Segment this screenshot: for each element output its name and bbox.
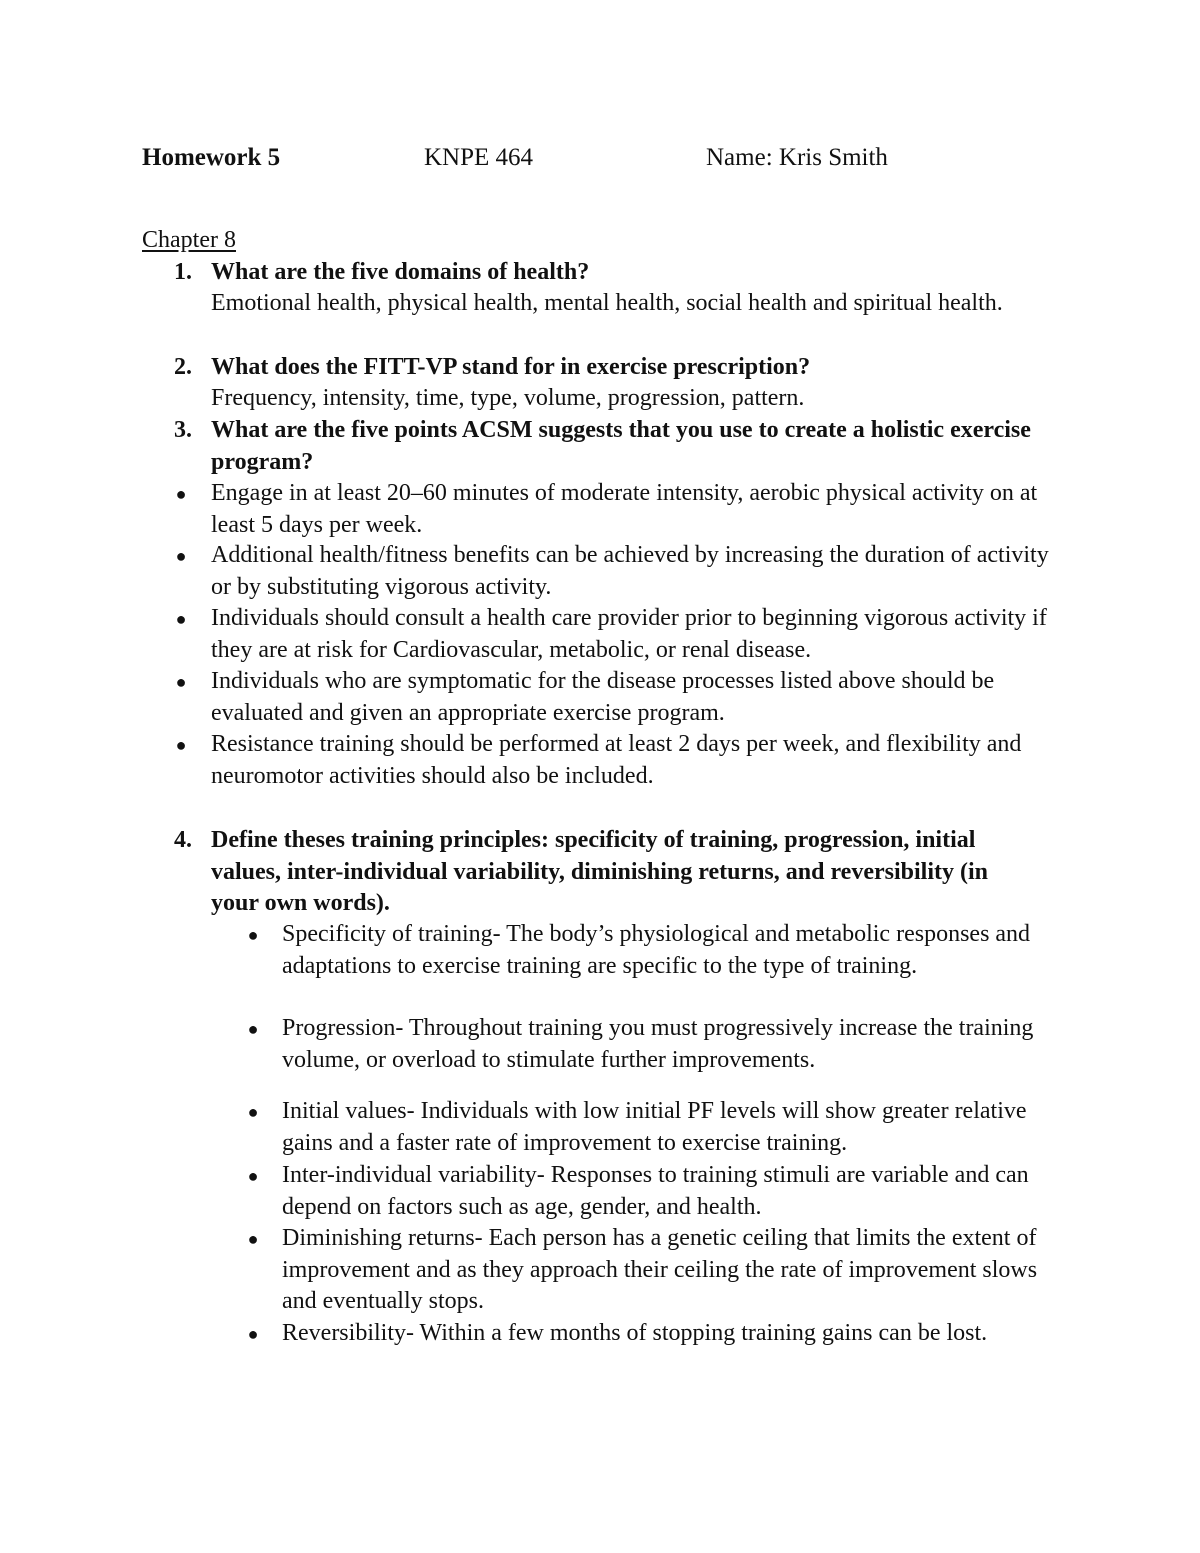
question-number: 2. (174, 354, 192, 380)
document-header (142, 142, 1042, 174)
list-item: Diminishing returns- Each person has a genetic ceiling that limits the extent of improvement and as they approach their ceiling the rate of improvement slows and eventually stops. (282, 1225, 1038, 1314)
list-item: Reversibility- Within a few months of stopping training gains can be lost. (282, 1320, 988, 1346)
bullet-icon: ● (247, 1102, 259, 1122)
list-item: Progression- Throughout training you must progressively increase the training volume, or overload to stimulate further improvements. (282, 1015, 1034, 1073)
bullet-icon: ● (247, 1166, 259, 1186)
bullet-icon: ● (247, 925, 259, 945)
chapter-heading: Chapter 8 (142, 227, 236, 253)
bullet-icon: ● (247, 1324, 259, 1344)
bullet-icon: ● (175, 546, 187, 566)
list-item: Individuals should consult a health care provider prior to beginning vigorous activity if they are at risk for Cardiovascular, metabolic, or renal disease. (211, 605, 1047, 663)
question-2: What does the FITT-VP stand for in exercise prescription? (211, 354, 811, 380)
bullet-icon: ● (175, 735, 187, 755)
bullet-icon: ● (175, 672, 187, 692)
bullet-icon: ● (175, 609, 187, 629)
bullet-icon: ● (247, 1229, 259, 1249)
question-number: 1. (174, 259, 192, 285)
bullet-icon: ● (175, 484, 187, 504)
answer-2: Frequency, intensity, time, type, volume, progression, pattern. (211, 385, 805, 411)
bullet-icon: ● (247, 1019, 259, 1039)
question-4: Define theses training principles: specificity of training, progression, initial values, inter-individual variability, diminishing returns, and reversibility (in your own words). (211, 827, 988, 916)
list-item: Individuals who are symptomatic for the disease processes listed above should be evaluated and given an appropriate exercise program. (211, 668, 995, 726)
homework-title: Homework 5 (142, 144, 281, 171)
student-name: Name: Kris Smith (706, 144, 888, 171)
list-item: Inter-individual variability- Responses to training stimuli are variable and can depend on factors such as age, gender, and health. (282, 1162, 1029, 1220)
question-1: What are the five domains of health? (211, 259, 590, 285)
question-3: What are the five points ACSM suggests that you use to create a holistic exercise program? (211, 417, 1031, 475)
list-item: Initial values- Individuals with low initial PF levels will show greater relative gains and a faster rate of improvement to exercise training. (282, 1098, 1027, 1156)
answer-1: Emotional health, physical health, mental health, social health and spiritual health. (211, 290, 1003, 316)
list-item: Additional health/fitness benefits can be achieved by increasing the duration of activity or by substituting vigorous activity. (211, 542, 1049, 600)
list-item: Resistance training should be performed at least 2 days per week, and flexibility and neuromotor activities should also be included. (211, 731, 1022, 789)
list-item: Specificity of training- The body’s physiological and metabolic responses and adaptations to exercise training are specific to the type of training. (282, 921, 1031, 979)
list-item: Engage in at least 20–60 minutes of moderate intensity, aerobic physical activity on at least 5 days per week. (211, 480, 1038, 538)
question-number: 3. (174, 417, 192, 443)
course-code: KNPE 464 (424, 144, 534, 171)
question-number: 4. (174, 827, 192, 853)
